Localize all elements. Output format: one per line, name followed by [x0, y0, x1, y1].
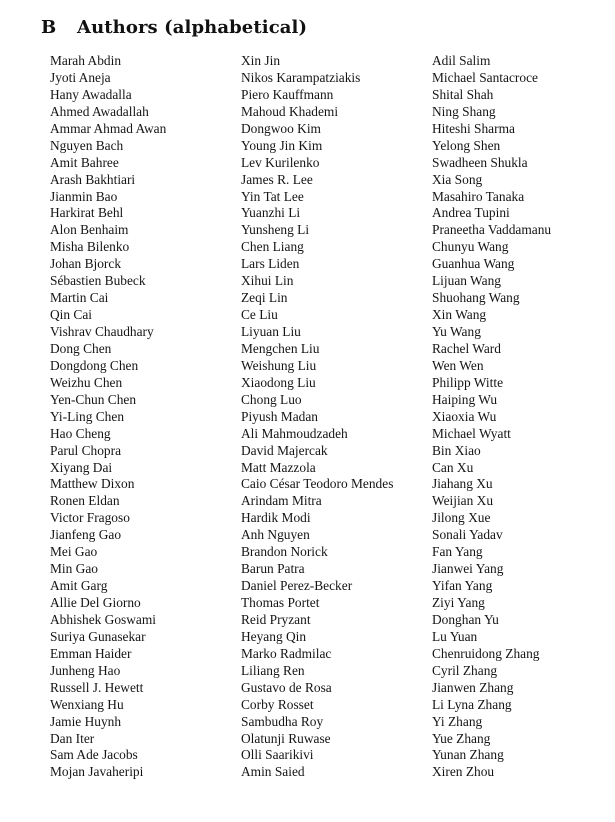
- author-name: Yen-Chun Chen: [50, 391, 137, 407]
- author-name: Liyuan Liu: [241, 324, 301, 339]
- author-name: Mahoud Khademi: [241, 103, 339, 119]
- author-name: Lev Kurilenko: [241, 154, 320, 170]
- author-name: Weijian Xu: [432, 493, 494, 509]
- author-name: Ning Shang: [432, 103, 496, 119]
- author-name: Arash Bakhtiari: [50, 171, 136, 187]
- author-name: Fan Yang: [432, 544, 483, 560]
- author-name: Can Xu: [432, 459, 474, 475]
- author-name: Jianwen Zhang: [432, 679, 514, 695]
- author-name: Lijuan Wang: [432, 273, 501, 289]
- author-name: Donghan Yu: [432, 611, 499, 627]
- author-name: Yu Wang: [432, 324, 481, 339]
- author-name: Dongwoo Kim: [241, 120, 321, 136]
- author-name: Yunan Zhang: [432, 747, 504, 763]
- author-name: Alon Benhaim: [50, 222, 129, 238]
- author-name: Rachel Ward: [432, 340, 501, 356]
- author-name: Matthew Dixon: [50, 476, 135, 492]
- author-name: Yifan Yang: [432, 578, 493, 594]
- author-name: Chong Luo: [241, 391, 302, 407]
- author-name: Ahmed Awadallah: [50, 103, 149, 119]
- author-name: Corby Rosset: [241, 696, 314, 712]
- author-name: Xihui Lin: [241, 273, 294, 289]
- author-name: Arindam Mitra: [241, 493, 322, 509]
- author-name: Daniel Perez-Becker: [241, 578, 353, 594]
- author-name: Liliang Ren: [241, 662, 305, 678]
- author-name: Yue Zhang: [432, 730, 491, 746]
- author-name: Praneetha Vaddamanu: [432, 222, 552, 238]
- author-column-2: [241, 53, 393, 781]
- author-name: Amit Garg: [50, 578, 108, 594]
- author-name: Hany Awadalla: [50, 86, 132, 102]
- author-name: Jiahang Xu: [432, 476, 493, 492]
- author-name: Chunyu Wang: [432, 239, 509, 255]
- author-name: Weizhu Chen: [50, 374, 123, 390]
- author-name: Xiaoxia Wu: [432, 408, 497, 424]
- author-name: Xia Song: [432, 171, 483, 187]
- author-name: Jilong Xue: [432, 510, 491, 526]
- author-name: Xiaodong Liu: [241, 374, 316, 390]
- author-name: Amit Bahree: [50, 154, 119, 170]
- author-name: Jianwei Yang: [432, 561, 504, 577]
- author-name: Nikos Karampatziakis: [241, 69, 361, 85]
- author-name: Bin Xiao: [432, 442, 481, 458]
- author-name: Lu Yuan: [432, 628, 478, 644]
- author-name: Zeqi Lin: [241, 290, 288, 306]
- author-name: Xiren Zhou: [432, 764, 495, 780]
- author-name: Martin Cai: [50, 290, 109, 306]
- author-name: Marah Abdin: [50, 53, 122, 68]
- author-name: Jianfeng Gao: [50, 527, 122, 543]
- author-name: David Majercak: [241, 442, 328, 458]
- author-column-3: [432, 53, 551, 781]
- author-name: Amin Saied: [241, 764, 305, 780]
- author-name: Barun Patra: [241, 561, 305, 577]
- author-name: Reid Pryzant: [241, 611, 311, 627]
- author-name: Sébastien Bubeck: [50, 273, 146, 289]
- author-name: Ziyi Yang: [432, 595, 485, 610]
- author-name: Sambudha Roy: [241, 713, 324, 729]
- author-name: Heyang Qin: [241, 628, 307, 644]
- author-name: Ali Mahmoudzadeh: [241, 425, 348, 441]
- author-name: Young Jin Kim: [241, 137, 323, 153]
- author-name: Mei Gao: [50, 544, 98, 560]
- author-name: Yuanzhi Li: [241, 205, 301, 221]
- author-name: Li Lyna Zhang: [432, 696, 512, 712]
- author-name: Adil Salim: [432, 53, 491, 68]
- author-columns: [50, 53, 605, 788]
- author-name: Sonali Yadav: [432, 527, 503, 543]
- author-name: Guanhua Wang: [432, 256, 515, 272]
- author-name: Haiping Wu: [432, 391, 498, 407]
- author-name: Nguyen Bach: [50, 137, 124, 153]
- author-name: Andrea Tupini: [432, 205, 510, 221]
- author-name: Caio César Teodoro Mendes: [241, 476, 394, 492]
- author-name: Ammar Ahmad Awan: [50, 120, 167, 136]
- author-name: Anh Nguyen: [241, 527, 310, 543]
- author-name: Mengchen Liu: [241, 340, 320, 356]
- author-name: Shuohang Wang: [432, 290, 520, 306]
- author-name: Victor Fragoso: [50, 510, 130, 526]
- author-name: Matt Mazzola: [241, 459, 316, 475]
- author-name: Allie Del Giorno: [50, 595, 141, 610]
- author-name: Chenruidong Zhang: [432, 645, 540, 661]
- author-name: Swadheen Shukla: [432, 154, 528, 170]
- author-name: Wenxiang Hu: [50, 696, 124, 712]
- author-name: Sam Ade Jacobs: [50, 747, 138, 763]
- author-name: Jianmin Bao: [50, 188, 118, 204]
- author-name: Hardik Modi: [241, 510, 311, 526]
- author-name: Vishrav Chaudhary: [50, 324, 154, 339]
- author-name: Russell J. Hewett: [50, 679, 144, 695]
- author-name: Brandon Norick: [241, 544, 328, 560]
- author-name: Piero Kauffmann: [241, 86, 334, 102]
- section-title: Authors (alphabetical): [77, 17, 308, 38]
- author-name: Ronen Eldan: [50, 493, 120, 509]
- author-name: Xiyang Dai: [50, 459, 113, 475]
- author-name: Hiteshi Sharma: [432, 120, 515, 136]
- author-name: Johan Bjorck: [50, 256, 122, 272]
- author-name: Jamie Huynh: [50, 713, 122, 729]
- author-name: Piyush Madan: [241, 408, 318, 424]
- author-name: Olatunji Ruwase: [241, 730, 331, 746]
- author-name: Harkirat Behl: [50, 205, 124, 221]
- author-name: Yunsheng Li: [241, 222, 310, 238]
- author-name: Mojan Javaheripi: [50, 764, 144, 780]
- author-name: Weishung Liu: [241, 357, 317, 373]
- author-name: Hao Cheng: [50, 425, 111, 441]
- author-name: Dong Chen: [50, 340, 112, 356]
- author-name: Ce Liu: [241, 307, 278, 323]
- author-name: Qin Cai: [50, 307, 93, 323]
- author-name: Yelong Shen: [432, 137, 501, 153]
- author-name: Michael Santacroce: [432, 69, 538, 85]
- author-name: Suriya Gunasekar: [50, 628, 146, 644]
- author-name: Philipp Witte: [432, 374, 504, 390]
- author-name: Thomas Portet: [241, 595, 320, 610]
- section-number: B: [41, 17, 57, 38]
- author-name: Min Gao: [50, 561, 98, 577]
- author-name: Chen Liang: [241, 239, 304, 255]
- author-name: Xin Wang: [432, 307, 487, 323]
- author-name: Parul Chopra: [50, 442, 122, 458]
- author-name: Yi-Ling Chen: [50, 408, 125, 424]
- author-name: Abhishek Goswami: [50, 611, 157, 627]
- author-name: Misha Bilenko: [50, 239, 130, 255]
- author-name: Jyoti Aneja: [50, 69, 111, 85]
- author-name: Marko Radmilac: [241, 645, 332, 661]
- author-name: Xin Jin: [241, 53, 281, 68]
- author-name: Yin Tat Lee: [241, 188, 304, 204]
- author-name: Cyril Zhang: [432, 662, 498, 678]
- author-name: Gustavo de Rosa: [241, 679, 332, 695]
- author-name: Yi Zhang: [432, 713, 483, 729]
- section-heading: [41, 17, 307, 41]
- author-name: Shital Shah: [432, 86, 494, 102]
- author-name: James R. Lee: [241, 171, 313, 187]
- author-name: Wen Wen: [432, 357, 484, 373]
- author-name: Dongdong Chen: [50, 357, 139, 373]
- author-column-1: [50, 53, 166, 781]
- author-name: Lars Liden: [241, 256, 300, 272]
- author-name: Junheng Hao: [50, 662, 121, 678]
- author-name: Emman Haider: [50, 645, 132, 661]
- author-name: Dan Iter: [50, 730, 95, 746]
- author-name: Olli Saarikivi: [241, 747, 314, 763]
- author-name: Michael Wyatt: [432, 425, 511, 441]
- author-name: Masahiro Tanaka: [432, 188, 525, 204]
